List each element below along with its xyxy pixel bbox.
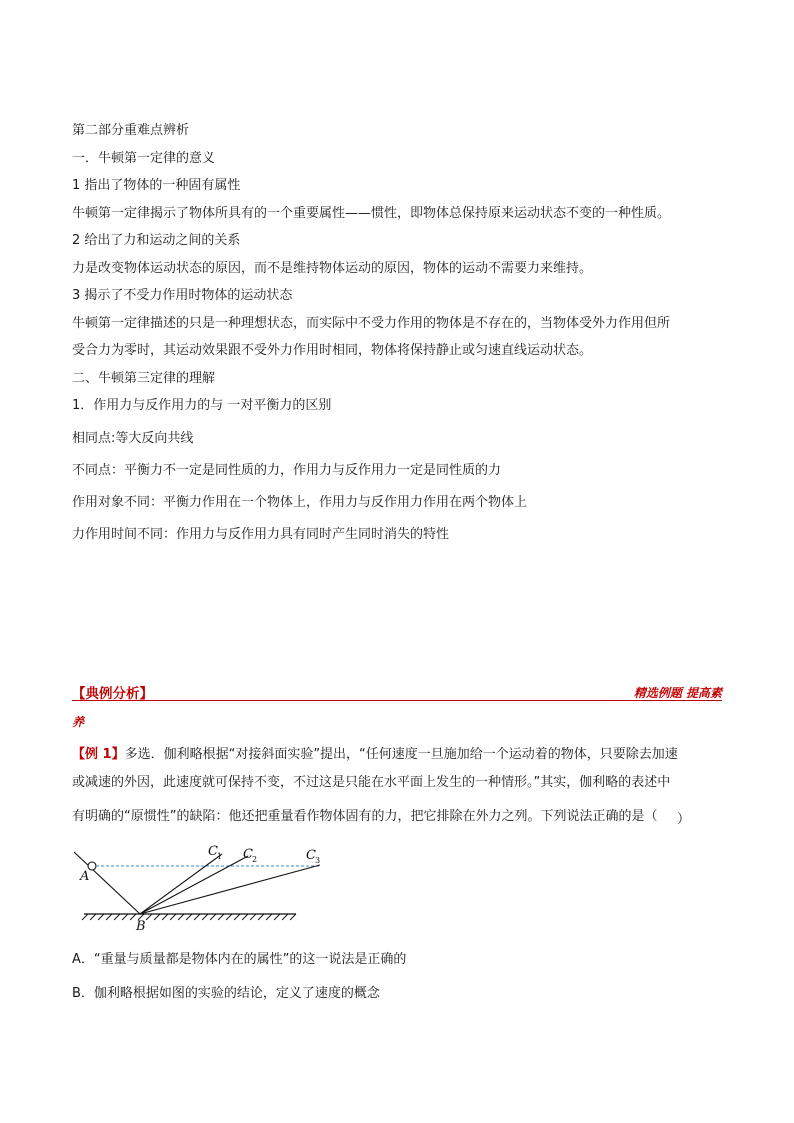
- point-3-text-line-1: 牛顿第一定律描述的只是一种理想状态，而实际中不受力作用的物体是不存在的，当物体受外力作用但所: [72, 316, 671, 331]
- incline-experiment-figure: [70, 838, 340, 934]
- point-1-title: 1 指出了物体的一种固有属性: [72, 178, 241, 193]
- section-2-title: 二、牛顿第三定律的理解: [72, 371, 216, 386]
- label-a: A: [80, 869, 90, 884]
- label-c1-subscript: 1: [217, 852, 223, 861]
- target-difference-text: 作用对象不同：平衡力作用在一个物体上，作用力与反作用力作用在两个物体上: [72, 495, 528, 510]
- similarity-text: 相同点:等大反向共线: [72, 431, 194, 446]
- example-line-1: [72, 746, 678, 764]
- label-c3-subscript: 3: [315, 856, 321, 865]
- label-c2-subscript: 2: [252, 855, 258, 864]
- incline-c3: [140, 865, 320, 914]
- point-2-title: 2 给出了力和运动之间的关系: [72, 233, 241, 248]
- label-c2: C: [243, 847, 253, 862]
- label-c3: C: [306, 848, 316, 863]
- example-line-2: 或减速的外因，此速度就可保持不变，不过这是只能在水平面上发生的一种情形。”其实，伽利略的表述中: [72, 775, 671, 790]
- incline-c1: [140, 854, 222, 914]
- point-3-text-line-2: 受合力为零时，其运动效果跟不受外力作用时相同，物体将保持静止或匀速直线运动状态。: [72, 343, 593, 358]
- example-text-1: 多选．伽利略根据“对接斜面实验”提出，“任何速度一旦施加给一个运动着的物体，只要除去加速: [124, 747, 678, 762]
- incline-c2: [140, 856, 248, 914]
- point-1-text: 牛顿第一定律揭示了物体所具有的一个重要属性——惯性，即物体总保持原来运动状态不变的一种性质。: [72, 206, 671, 221]
- answer-paren-close: ）: [677, 812, 691, 827]
- label-b: B: [136, 919, 146, 934]
- example-section-subtitle: 精选例题 提高素: [633, 686, 722, 700]
- part-heading: 第二部分重难点辨析: [72, 123, 190, 138]
- point-3-title: 3 揭示了不受力作用时物体的运动状态: [72, 288, 293, 303]
- section-1-title: 一．牛顿第一定律的意义: [72, 151, 216, 166]
- label-c1: C: [208, 844, 218, 859]
- example-tag: 【例 1】: [72, 747, 125, 762]
- option-a: A．“重量与质量都是物体内在的属性”的这一说法是正确的: [72, 952, 407, 967]
- option-b: B．伽利略根据如图的实验的结论，定义了速度的概念: [72, 986, 380, 1001]
- section-divider: [72, 700, 722, 701]
- example-section-title: 【典例分析】: [72, 686, 153, 702]
- point-2-text: 力是改变物体运动状态的原因，而不是维持物体运动的原因，物体的运动不需要力来维持。: [72, 261, 593, 276]
- difference-text: 不同点：平衡力不一定是同性质的力，作用力与反作用力一定是同性质的力: [72, 463, 502, 478]
- section-2-subtitle: 1．作用力与反作用力的与 一对平衡力的区别: [72, 398, 332, 413]
- example-line-3: 有明确的“原惯性”的缺陷：他还把重量看作物体固有的力，把它排除在外力之列。下列说法正确的是（: [72, 809, 658, 824]
- time-difference-text: 力作用时间不同：作用力与反作用力具有同时产生同时消失的特性: [72, 527, 450, 542]
- example-section-subtitle-wrap: 养: [72, 715, 85, 729]
- ground-hatching: [82, 914, 296, 920]
